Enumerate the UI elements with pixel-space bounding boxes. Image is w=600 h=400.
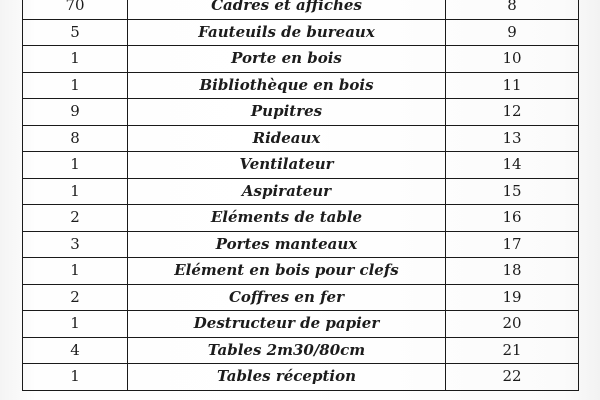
quantity-cell: 1 (23, 311, 128, 338)
item-number-cell: 22 (446, 364, 579, 391)
table-row (23, 72, 579, 99)
quantity-cell: 1 (23, 258, 128, 285)
table-row (23, 258, 579, 285)
quantity-cell: 2 (23, 284, 128, 311)
table-row (23, 152, 579, 179)
quantity-cell: 1 (23, 152, 128, 179)
quantity-cell: 70 (23, 0, 128, 19)
item-number-cell: 17 (446, 231, 579, 258)
quantity-cell: 3 (23, 231, 128, 258)
item-name-cell: Porte en bois (128, 46, 446, 73)
quantity-cell: 1 (23, 46, 128, 73)
item-name-cell: Fauteuils de bureaux (128, 19, 446, 46)
item-name-cell: Portes manteaux (128, 231, 446, 258)
inventory-table (22, 0, 579, 391)
table-row (23, 0, 579, 19)
item-number-cell: 18 (446, 258, 579, 285)
quantity-cell: 4 (23, 337, 128, 364)
item-number-cell: 13 (446, 125, 579, 152)
inventory-table-body (23, 0, 579, 390)
item-number-cell: 21 (446, 337, 579, 364)
item-name-cell: Elément en bois pour clefs (128, 258, 446, 285)
table-row (23, 205, 579, 232)
item-number-cell: 12 (446, 99, 579, 126)
item-name-cell: Aspirateur (128, 178, 446, 205)
quantity-cell: 5 (23, 19, 128, 46)
quantity-cell: 1 (23, 364, 128, 391)
table-row (23, 284, 579, 311)
table-row (23, 311, 579, 338)
table-row (23, 178, 579, 205)
table-row (23, 125, 579, 152)
item-name-cell: Eléments de table (128, 205, 446, 232)
item-name-cell: Bibliothèque en bois (128, 72, 446, 99)
quantity-cell: 2 (23, 205, 128, 232)
item-number-cell: 8 (446, 0, 579, 19)
table-row (23, 337, 579, 364)
quantity-cell: 1 (23, 72, 128, 99)
quantity-cell: 9 (23, 99, 128, 126)
item-number-cell: 15 (446, 178, 579, 205)
item-name-cell: Tables 2m30/80cm (128, 337, 446, 364)
item-number-cell: 20 (446, 311, 579, 338)
table-row (23, 19, 579, 46)
quantity-cell: 8 (23, 125, 128, 152)
table-row (23, 46, 579, 73)
table-row (23, 364, 579, 391)
item-name-cell: Coffres en fer (128, 284, 446, 311)
table-row (23, 99, 579, 126)
item-name-cell: Pupitres (128, 99, 446, 126)
item-name-cell: Cadres et affiches (128, 0, 446, 19)
item-number-cell: 10 (446, 46, 579, 73)
table-row (23, 231, 579, 258)
item-name-cell: Ventilateur (128, 152, 446, 179)
item-number-cell: 9 (446, 19, 579, 46)
item-number-cell: 19 (446, 284, 579, 311)
item-name-cell: Rideaux (128, 125, 446, 152)
item-name-cell: Destructeur de papier (128, 311, 446, 338)
item-name-cell: Tables réception (128, 364, 446, 391)
item-number-cell: 14 (446, 152, 579, 179)
item-number-cell: 11 (446, 72, 579, 99)
quantity-cell: 1 (23, 178, 128, 205)
item-number-cell: 16 (446, 205, 579, 232)
